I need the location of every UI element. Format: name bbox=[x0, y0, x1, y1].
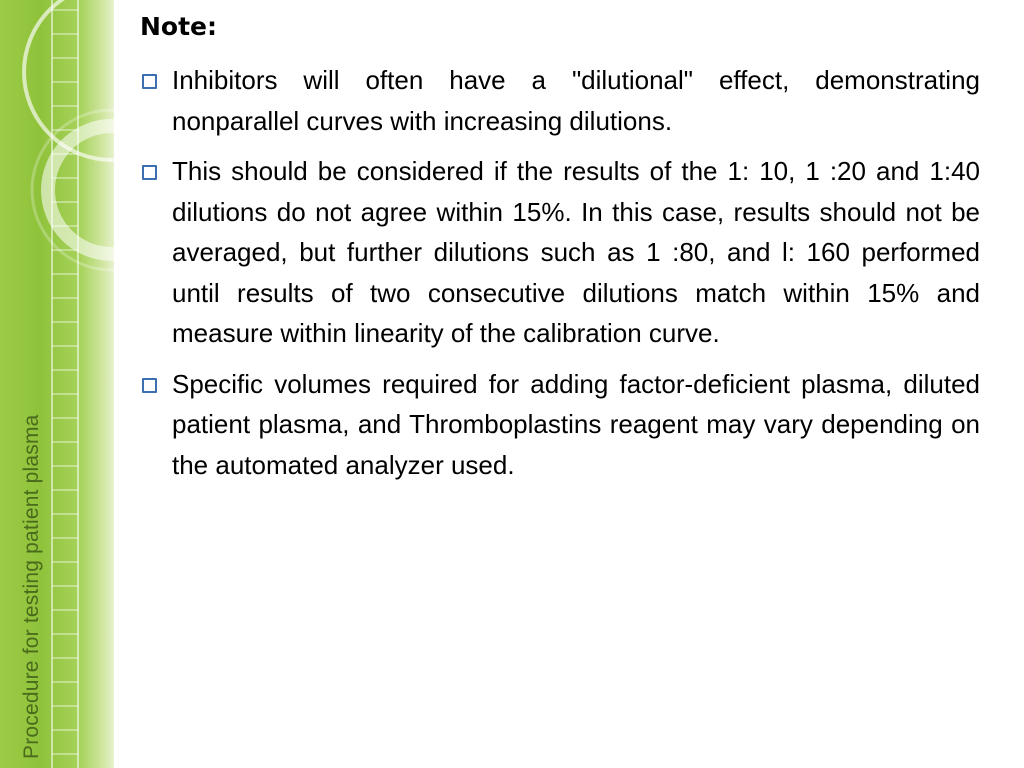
hollow-square-icon bbox=[142, 378, 157, 393]
sidebar-decoration bbox=[0, 0, 114, 768]
hollow-square-icon bbox=[142, 165, 157, 180]
bullet-text: Specific volumes required for adding factor-deficient plasma, diluted patient plasma, and Thromboplastins reagent may vary depending on the automated analyzer used. bbox=[172, 368, 980, 480]
bullet-item bbox=[140, 364, 980, 486]
bullet-item bbox=[140, 151, 980, 354]
sidebar bbox=[0, 0, 114, 768]
bullet-text: Inhibitors will often have a "dilutional" effect, demonstrating nonparallel curves with increasing dilutions. bbox=[172, 65, 980, 136]
note-heading: Note: bbox=[140, 12, 218, 41]
bullet-text: This should be considered if the results of the 1: 10, 1 :20 and 1:40 dilutions do not agree within 15%. In this case, results should not be averaged, but further dilutions such as 1 :80, and l: 160 performed until results of two consecutive dilutions match within 15% and measure within linearity of the calibration curve. bbox=[172, 156, 980, 348]
hollow-square-icon bbox=[142, 74, 157, 89]
sidebar-title: Procedure for testing patient plasma bbox=[20, 414, 43, 759]
main-content bbox=[140, 8, 980, 495]
bullet-list bbox=[140, 60, 980, 485]
bullet-item bbox=[140, 60, 980, 141]
